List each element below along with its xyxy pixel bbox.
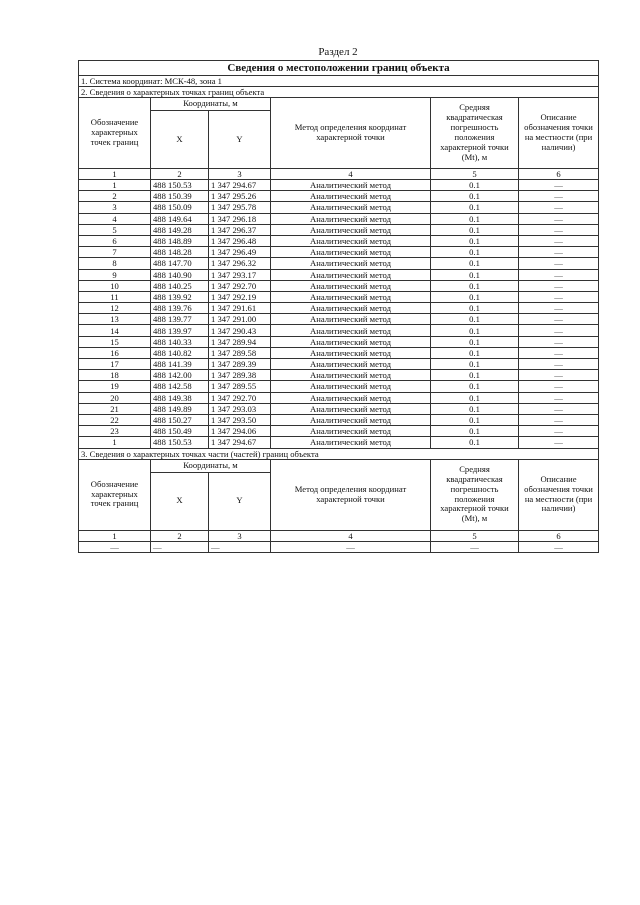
table-cell: 1 347 291.00 [209, 314, 271, 325]
table-cell: 7 [79, 247, 151, 258]
table-cell: 1 347 292.70 [209, 392, 271, 403]
table-cell: 15 [79, 336, 151, 347]
table-cell: Аналитический метод [271, 291, 431, 302]
table-cell: 1 347 293.17 [209, 269, 271, 280]
table-cell: — [519, 403, 599, 414]
table-cell: — [519, 381, 599, 392]
col-designation: Обозначение характерных точек границ [79, 98, 151, 169]
table-cell: 1 347 296.37 [209, 224, 271, 235]
table-cell: 488 148.89 [151, 235, 209, 246]
table-row [79, 224, 599, 235]
table-cell: 1 347 292.19 [209, 291, 271, 302]
table-cell: — [519, 392, 599, 403]
table-cell: 0.1 [431, 414, 519, 425]
table-cell: 1 347 294.06 [209, 426, 271, 437]
table-cell: 0.1 [431, 247, 519, 258]
table-cell: 19 [79, 381, 151, 392]
table-cell: 488 150.53 [151, 180, 209, 191]
table-cell: 0.1 [431, 269, 519, 280]
table-cell: 488 150.53 [151, 437, 209, 448]
table-cell: — [519, 414, 599, 425]
col-x: X [151, 472, 209, 530]
table-cell: — [519, 224, 599, 235]
table-cell: Аналитический метод [271, 347, 431, 358]
table-cell: — [519, 336, 599, 347]
table-cell: 488 141.39 [151, 359, 209, 370]
table-row [79, 314, 599, 325]
table-cell: Аналитический метод [271, 180, 431, 191]
column-numbers-row [79, 530, 599, 541]
table-cell: 1 347 294.67 [209, 437, 271, 448]
table-cell: Аналитический метод [271, 414, 431, 425]
table-cell: — [271, 541, 431, 552]
table-cell: 0.1 [431, 359, 519, 370]
table-cell: 1 347 295.78 [209, 202, 271, 213]
table-cell: 1 347 290.43 [209, 325, 271, 336]
table-cell: 18 [79, 370, 151, 381]
table-row [79, 247, 599, 258]
table-cell: 13 [79, 314, 151, 325]
table-cell: 22 [79, 414, 151, 425]
table-cell: 488 139.92 [151, 291, 209, 302]
table-cell: Аналитический метод [271, 269, 431, 280]
table-row [79, 403, 599, 414]
table-cell: 16 [79, 347, 151, 358]
table-cell: 1 347 289.94 [209, 336, 271, 347]
col-number: 3 [209, 530, 271, 541]
table-cell: 12 [79, 303, 151, 314]
table-cell: 1 347 293.50 [209, 414, 271, 425]
coordinate-system: 1. Система координат: МСК-48, зона 1 [79, 76, 599, 87]
table-cell: Аналитический метод [271, 437, 431, 448]
table-cell: 21 [79, 403, 151, 414]
table-cell: Аналитический метод [271, 247, 431, 258]
table-cell: 1 347 289.39 [209, 359, 271, 370]
table-cell: 0.1 [431, 314, 519, 325]
table-row [79, 235, 599, 246]
table-cell: 488 139.76 [151, 303, 209, 314]
table-cell: — [519, 180, 599, 191]
table-cell: 0.1 [431, 235, 519, 246]
table-cell: — [519, 247, 599, 258]
column-numbers-row [79, 169, 599, 180]
col-number: 1 [79, 530, 151, 541]
table-cell: 20 [79, 392, 151, 403]
table-cell: 488 140.82 [151, 347, 209, 358]
table-cell: — [519, 269, 599, 280]
table-cell: Аналитический метод [271, 325, 431, 336]
table-cell: 0.1 [431, 303, 519, 314]
table-cell: 0.1 [431, 224, 519, 235]
table-cell: 14 [79, 325, 151, 336]
table-cell: 6 [79, 235, 151, 246]
section-title: Раздел 2 [318, 46, 358, 58]
table-cell: 0.1 [431, 325, 519, 336]
col-description: Описание обозначения точки на местности (при наличии) [519, 98, 599, 169]
table-cell: 10 [79, 280, 151, 291]
table-cell: — [519, 191, 599, 202]
table-cell: 1 347 292.70 [209, 280, 271, 291]
table-cell: 8 [79, 258, 151, 269]
table-row [79, 213, 599, 224]
table-cell: 488 148.28 [151, 247, 209, 258]
table-cell: 0.1 [431, 437, 519, 448]
table-cell: — [519, 213, 599, 224]
table-cell: 0.1 [431, 392, 519, 403]
table-cell: Аналитический метод [271, 359, 431, 370]
table-cell: 0.1 [431, 191, 519, 202]
table-cell: 488 149.38 [151, 392, 209, 403]
table-cell: 17 [79, 359, 151, 370]
table-cell: 488 149.28 [151, 224, 209, 235]
table-cell: 1 347 296.32 [209, 258, 271, 269]
table-cell: 1 [79, 437, 151, 448]
table-cell: — [519, 291, 599, 302]
col-number: 4 [271, 530, 431, 541]
col-error: Средняя квадратическая погрешность положения характерной точки (Mt), м [431, 98, 519, 169]
table-cell: — [79, 541, 151, 552]
table-row [79, 280, 599, 291]
col-number: 1 [79, 169, 151, 180]
table-cell: 488 150.39 [151, 191, 209, 202]
table-cell: 1 347 293.03 [209, 403, 271, 414]
table-cell: Аналитический метод [271, 280, 431, 291]
part3-title: 3. Сведения о характерных точках части (частей) границ объекта [79, 448, 599, 459]
table-row [79, 381, 599, 392]
table-cell: 488 139.97 [151, 325, 209, 336]
table-cell: Аналитический метод [271, 392, 431, 403]
col-number: 3 [209, 169, 271, 180]
table-cell: 1 347 294.67 [209, 180, 271, 191]
table-cell: 488 150.09 [151, 202, 209, 213]
table-cell: — [519, 280, 599, 291]
table-cell: 488 149.64 [151, 213, 209, 224]
table-cell: — [519, 303, 599, 314]
table-row [79, 336, 599, 347]
table-cell: 1 [79, 180, 151, 191]
table-cell: 0.1 [431, 381, 519, 392]
table-cell: Аналитический метод [271, 191, 431, 202]
boundaries-table [78, 60, 599, 553]
col-number: 4 [271, 169, 431, 180]
table-cell: 488 150.49 [151, 426, 209, 437]
table-row [79, 269, 599, 280]
table-cell: 2 [79, 191, 151, 202]
table-cell: — [519, 370, 599, 381]
part2-title: 2. Сведения о характерных точках границ объекта [79, 87, 599, 98]
table-cell: Аналитический метод [271, 370, 431, 381]
table-row [79, 541, 599, 552]
col-designation: Обозначение характерных точек границ [79, 459, 151, 530]
table-cell: — [519, 541, 599, 552]
table-cell: 1 347 295.26 [209, 191, 271, 202]
table-cell: Аналитический метод [271, 213, 431, 224]
table-cell: 11 [79, 291, 151, 302]
col-number: 2 [151, 169, 209, 180]
table-cell: — [519, 235, 599, 246]
col-number: 6 [519, 530, 599, 541]
table-row [79, 347, 599, 358]
table-cell: — [209, 541, 271, 552]
table-row [79, 303, 599, 314]
table-cell: 488 139.77 [151, 314, 209, 325]
document [78, 44, 598, 553]
table-cell: 5 [79, 224, 151, 235]
col-coords: Координаты, м [151, 98, 271, 111]
table-row [79, 325, 599, 336]
table-cell: — [519, 202, 599, 213]
table-row [79, 359, 599, 370]
table-cell: 488 147.70 [151, 258, 209, 269]
table-header-title: Сведения о местоположении границ объекта [79, 61, 599, 76]
table-row [79, 414, 599, 425]
table-row [79, 258, 599, 269]
table-cell: 0.1 [431, 213, 519, 224]
col-y: Y [209, 111, 271, 169]
table-cell: 1 347 296.49 [209, 247, 271, 258]
table-cell: — [519, 347, 599, 358]
table-cell: 0.1 [431, 336, 519, 347]
table-cell: Аналитический метод [271, 202, 431, 213]
table-cell: 1 347 289.55 [209, 381, 271, 392]
col-number: 5 [431, 169, 519, 180]
table-cell: — [519, 359, 599, 370]
table-row [79, 437, 599, 448]
table-cell: 0.1 [431, 426, 519, 437]
table-cell: Аналитический метод [271, 235, 431, 246]
table-cell: — [519, 258, 599, 269]
table-row [79, 370, 599, 381]
table-cell: 0.1 [431, 258, 519, 269]
table-cell: 3 [79, 202, 151, 213]
table-cell: 0.1 [431, 403, 519, 414]
table-cell: 4 [79, 213, 151, 224]
table-cell: 488 140.90 [151, 269, 209, 280]
table-cell: 0.1 [431, 347, 519, 358]
table-cell: 488 142.58 [151, 381, 209, 392]
col-number: 2 [151, 530, 209, 541]
col-y: Y [209, 472, 271, 530]
table-cell: 0.1 [431, 180, 519, 191]
table-cell: Аналитический метод [271, 314, 431, 325]
table-cell: Аналитический метод [271, 303, 431, 314]
table-cell: 0.1 [431, 202, 519, 213]
col-number: 5 [431, 530, 519, 541]
table-cell: Аналитический метод [271, 426, 431, 437]
table-cell: — [519, 437, 599, 448]
table-cell: 0.1 [431, 370, 519, 381]
table-cell: Аналитический метод [271, 381, 431, 392]
table-cell: 1 347 296.18 [209, 213, 271, 224]
table-cell: — [519, 426, 599, 437]
col-coords: Координаты, м [151, 459, 271, 472]
table-cell: 1 347 289.58 [209, 347, 271, 358]
col-description: Описание обозначения точки на местности (при наличии) [519, 459, 599, 530]
table-row [79, 392, 599, 403]
table-cell: 488 142.00 [151, 370, 209, 381]
table-cell: 0.1 [431, 291, 519, 302]
table-row [79, 426, 599, 437]
table-cell: 9 [79, 269, 151, 280]
table-cell: — [519, 325, 599, 336]
table-cell: 1 347 296.48 [209, 235, 271, 246]
table-cell: 488 140.33 [151, 336, 209, 347]
table-cell: Аналитический метод [271, 403, 431, 414]
col-number: 6 [519, 169, 599, 180]
col-error: Средняя квадратическая погрешность положения характерной точки (Mt), м [431, 459, 519, 530]
col-x: X [151, 111, 209, 169]
col-method: Метод определения координат характерной точки [271, 98, 431, 169]
table-cell: Аналитический метод [271, 224, 431, 235]
table-cell: 1 347 291.61 [209, 303, 271, 314]
table-row [79, 202, 599, 213]
table-row [79, 291, 599, 302]
table-row [79, 191, 599, 202]
table-cell: 488 150.27 [151, 414, 209, 425]
table-row [79, 180, 599, 191]
table-cell: — [519, 314, 599, 325]
table-cell: 488 140.25 [151, 280, 209, 291]
table-cell: Аналитический метод [271, 258, 431, 269]
col-method: Метод определения координат характерной точки [271, 459, 431, 530]
table-cell: — [431, 541, 519, 552]
table-cell: — [151, 541, 209, 552]
table-cell: Аналитический метод [271, 336, 431, 347]
table-cell: 0.1 [431, 280, 519, 291]
table-cell: 23 [79, 426, 151, 437]
table-cell: 488 149.89 [151, 403, 209, 414]
table-cell: 1 347 289.38 [209, 370, 271, 381]
